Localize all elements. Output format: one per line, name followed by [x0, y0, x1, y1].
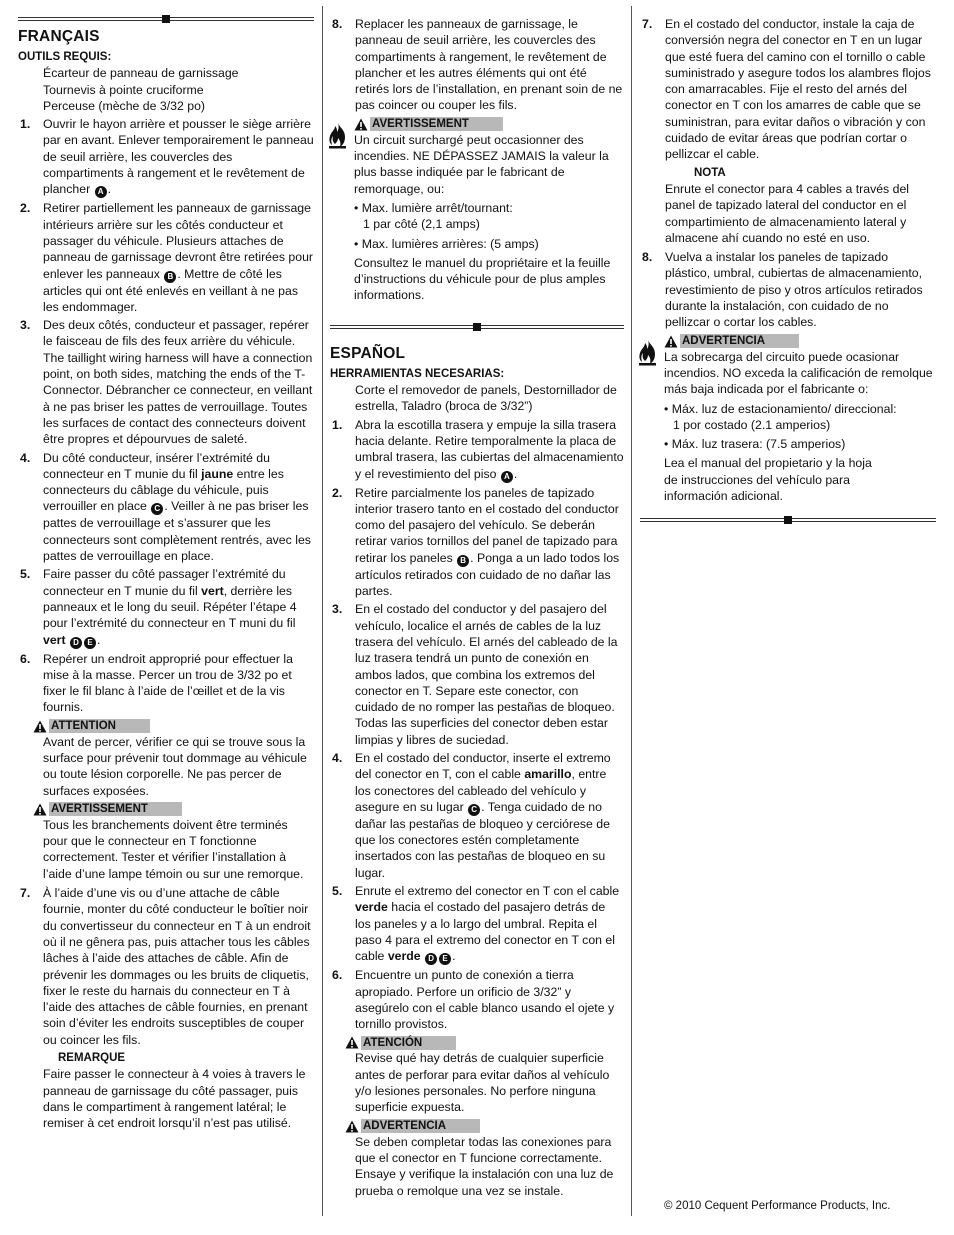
callout-a-icon: A	[501, 471, 513, 483]
warning-triangle-icon	[345, 1120, 359, 1133]
consult-text: Consultez le manuel du propriétaire et la feuille d’instructions du véhicule pour de plus amples informations.	[354, 255, 611, 303]
tools-heading: OUTILS REQUIS:	[18, 51, 112, 63]
copyright: © 2010 Cequent Performance Products, Inc.	[664, 1200, 891, 1212]
step-3: 3. Des deux côtés, conducteur et passager, repérer le faisceau de fils des feux arrière du véhicule. The taillight wiring harness will have a connection point, on both sides, matching the ends of the T-Connector. Débrancher ce connecteur, en veillant à ne pas briser les pattes de verrouillage. Toutes les surfaces de contact des connecteurs doivent être propres et dépourvues de saleté.	[20, 318, 313, 447]
tool-item: Tournevis à pointe cruciforme	[43, 82, 204, 97]
step-1: 1. Ouvrir le hayon arrière et pousser le siège arrière par en avant. Enlever temporairement le panneau de seuil arrière, les couvercles des compartiments à rangement et le revêtement de plancher A .	[20, 117, 314, 197]
step-7: 7. À l’aide d’une vis ou d’une attache de câble fournie, monter du côté conducteur le boîtier noir du convertisseur du connecteur en T à un endroit où il ne gênera pas, puis attacher tous les câbles lâches à l’aide des attaches de câble. Afin de prévenir les dommages ou les bruits de cliquetis, fixer le reste du harnais du connecteur en T à l’aide des attaches de câble fournies, en prenant soin d’éviter les endroits susceptibles de couper ou coincer les fils.	[20, 886, 311, 1047]
bullet-item: • Máx. luz de estacionamiento/ direccional:	[664, 401, 897, 416]
callout-b-icon: B	[164, 271, 176, 283]
bullet-item-detail: 1 por costado (2.1 amperios)	[673, 417, 831, 432]
callout-b-icon: B	[457, 555, 469, 567]
step-5: 5. Enrute el extremo del conector en T con el cable verde hacia el costado del pasajero detrás de los paneles y a lo largo del umbral. Repita el paso 4 para el extremo del conector en T con el cable verde D E .	[332, 884, 620, 964]
fire-icon	[638, 339, 658, 367]
step-4: 4. En el costado del conductor, inserte el extremo del conector en T, con el cable amarillo, entre los conectores del cableado del vehículo y asegure en su lugar C . Tenga cuidado de no dañar las pestañas de bloqueo y cerciórese de que los conectores estén completamente insertados con las pestañas de bloqueo en su lugar.	[332, 750, 611, 880]
step-4: 4. Du côté conducteur, insérer l’extrémité du connecteur en T munie du fil jaune entre les connecteurs du câblage du véhicule, puis verrouiller en place C . Veiller à ne pas briser les pattes de verrouillage et s’assurer que les connecteurs sont complètement rentrés, avec les pattes de verrouillage en place.	[20, 450, 311, 564]
bullet-item-detail: 1 par côté (2,1 amps)	[363, 217, 480, 232]
step-2: 2. Retire parcialmente los paneles de tapizado interior trasero tanto en el costado del conductor como del pasajero del vehículo. Se deberán retirar varios tornillos del panel de tapizado para retirar los paneles B . Ponga a un lado todos los artículos retirados con cuidado de no dañar las partes.	[332, 485, 620, 599]
section-separator	[640, 516, 936, 524]
column-divider	[322, 6, 323, 1216]
warning-triangle-icon	[354, 118, 368, 131]
attention-text: Revise qué hay detrás de cualquier superficie antes de perforar para evitar daños al vehículo y/o lesiones personales. No perfore ninguna superficie expuesta.	[355, 1051, 610, 1115]
note-heading: NOTA	[694, 166, 726, 179]
callout-d-icon: D	[425, 953, 437, 965]
fire-icon	[328, 122, 348, 150]
warning-text: Un circuit surchargé peut occasionner des incendies. NE DÉPASSEZ JAMAIS la valeur la plus basse indiquée par le fabricant de remorquage, ou:	[354, 132, 609, 196]
column-right	[640, 16, 936, 524]
warning-triangle-icon	[345, 1036, 359, 1049]
column-middle	[330, 16, 624, 1199]
attention-header: ATTENTION	[33, 719, 314, 734]
callout-c-icon: C	[468, 804, 480, 816]
remark-text: Faire passer le connecteur à 4 voies à travers le panneau de garnissage du côté passager, puis dans le compartiment à rangement latéral; le remiser à cet endroit lorsqu’il n’est pas utilisé.	[43, 1067, 306, 1131]
warning-header: AVERTISSEMENT	[354, 117, 624, 132]
warning-header: ADVERTENCIA	[345, 1119, 624, 1134]
step-5: 5. Faire passer du côté passager l’extrémité du connecteur en T munie du fil vert, derrière les panneaux et le long du seuil. Répéter l’étape 4 pour l’extrémité du connecteur en T muni du fil vert D E .	[20, 567, 297, 647]
section-separator	[330, 323, 624, 331]
attention-text: Avant de percer, vérifier ce qui se trouve sous la surface pour prévenir tout dommage au véhicule ou toute lésion corporelle. Ne pas percer de surfaces exposées.	[43, 734, 307, 798]
column-french	[18, 0, 314, 1132]
warning-header: AVERTISSEMENT	[33, 802, 314, 817]
step-8: 8. Vuelva a instalar los paneles de tapizado plástico, umbral, cubiertas de almacenamiento, revestimiento de piso y otros artículos retirados durante la instalación, con cuidado de no pellizcar o cortar los cables.	[642, 250, 923, 330]
section-separator	[18, 15, 314, 23]
warning-triangle-icon	[33, 720, 47, 733]
warning-text: Se deben completar todas las conexiones para que el conector en T funcione correctamente. Ensaye y verifique la instalación con una luz de prueba o remolque una vez se instale.	[355, 1134, 614, 1198]
warning-text: Tous les branchements doivent être terminés pour que le connecteur en T fonctionne correctement. Tester et vérifier l’installation à l’aide d’une lampe témoin ou sur une remorque.	[43, 817, 304, 881]
callout-a-icon: A	[95, 186, 107, 198]
tool-item: Écarteur de panneau de garnissage	[43, 66, 239, 81]
attention-header: ATENCIÓN	[345, 1035, 624, 1050]
tool-item: Perceuse (mèche de 3/32 po)	[43, 98, 206, 113]
step-7: 7. En el costado del conductor, instale la caja de conversión negra del conector en T en un lugar que esté fuera del camino con el tornillo o cable suministrado y asegure todos los alambres flojos con amarracables. Fije el resto del arnés del conector en T con los amarres de cable que se suministran, para evitar daños o vibración y con cuidado de evitar áreas que podrían cortar o pellizcar el cable.	[642, 17, 931, 162]
bullet-item: • Max. lumière arrêt/tournant:	[354, 200, 513, 215]
callout-d-icon: D	[70, 637, 82, 649]
warning-header: ADVERTENCIA	[664, 334, 936, 349]
section-title-spanish: ESPAÑOL	[330, 344, 406, 362]
callout-e-icon: E	[84, 637, 96, 649]
callout-e-icon: E	[439, 953, 451, 965]
step-2: 2. Retirer partiellement les panneaux de garnissage intérieurs arrière sur les côtés conducteur et passager du véhicule. Plusieurs attaches de panneau de garnissage devront être retirées pour enlever les panneaux B . Mettre de côté les articles qui ont été enlevés en veillant à ne pas les endommager.	[20, 201, 314, 314]
remark-heading: REMARQUE	[58, 1052, 126, 1065]
callout-c-icon: C	[151, 503, 163, 515]
column-divider	[631, 6, 632, 1216]
warning-text: La sobrecarga del circuito puede ocasionar incendios. NO exceda la calificación de remolque más baja indicada por el fabricante o:	[664, 349, 933, 397]
step-3: 3. En el costado del conductor y del pasajero del vehículo, localice el arnés de cables de la luz trasera del vehículo. El arnés del cableado de la luz trasera tendrá un punto de conexión en ambos lados, que combina los extremos del conector en T. Separe este conector, con cuidado de no romper las pestañas de bloqueo. Todas las superficies del conector deben estar limpias y libres de suciedad.	[332, 602, 618, 747]
section-title-french: FRANÇAIS	[18, 28, 100, 45]
step-6: 6. Repérer un endroit approprié pour effectuer la mise à la masse. Percer un trou de 3/32 po et fixer le fil blanc à l’aide de l’œillet et de la vis fournis.	[20, 651, 293, 715]
step-8: 8. Replacer les panneaux de garnissage, le panneau de seuil arrière, les couvercles des compartiments à rangement, le revêtement de plancher et les autres éléments qui ont été retirés lors de l’installation, en prenant soin de ne pas coincer ou couper les fils.	[332, 17, 623, 113]
step-6: 6. Encuentre un punto de conexión a tierra apropiado. Perfore un orificio de 3/32” y asegúrelo con el cable blanco usando el ojete y tornillo provistos.	[332, 968, 615, 1032]
bullet-item: • Max. lumières arrières: (5 amps)	[354, 236, 539, 251]
consult-text: Lea el manual del propietario y la hoja de instrucciones del vehículo para información adicional.	[664, 456, 872, 504]
note-text: Enrute el conector para 4 cables a través del panel de tapizado lateral del conductor en el compartimiento de almacenamiento lateral y almacene ahí cuando no esté en uso.	[665, 181, 910, 245]
warning-triangle-icon	[664, 335, 678, 348]
step-1: 1. Abra la escotilla trasera y empuje la silla trasera hacia delante. Retire temporalmente la placa de umbral trasera, las cubiertas del almacenamiento y el revestimiento del piso A .	[332, 417, 624, 481]
tool-item: Corte el removedor de panels, Destornillador de estrella, Taladro (broca de 3/32”)	[355, 383, 617, 414]
tools-heading: HERRAMIENTAS NECESARIAS:	[330, 367, 505, 380]
bullet-item: • Máx. luz trasera: (7.5 amperios)	[664, 437, 846, 452]
warning-triangle-icon	[33, 803, 47, 816]
